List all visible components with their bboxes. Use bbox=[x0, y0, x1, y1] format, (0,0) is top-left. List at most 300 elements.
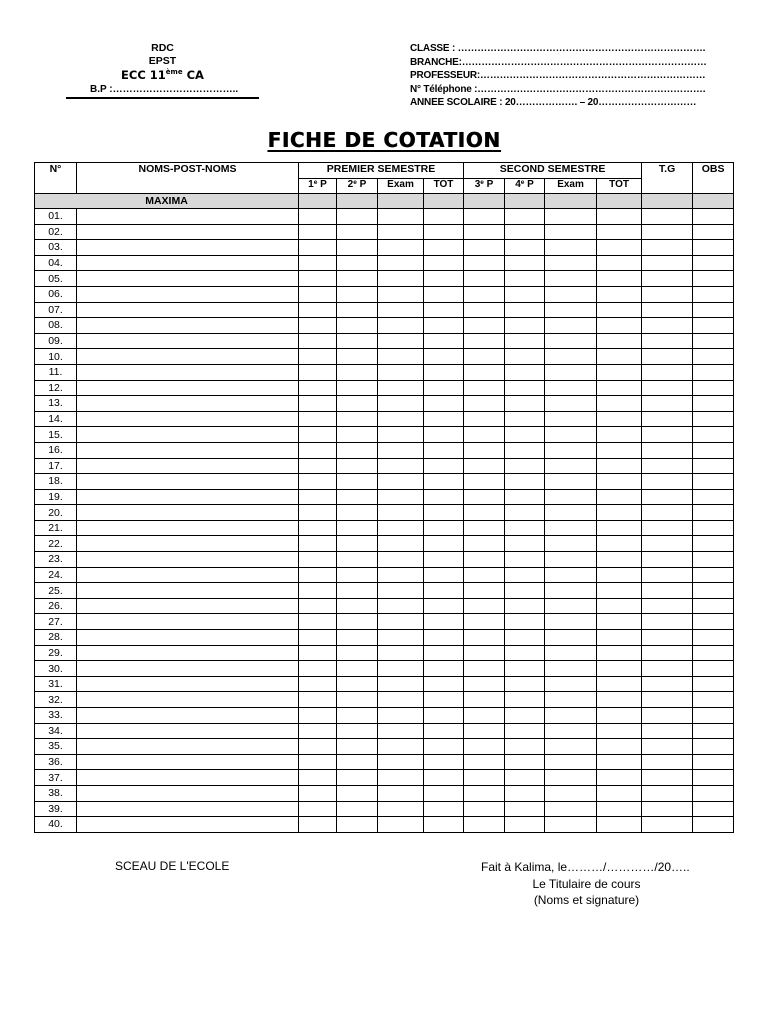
grade-cell[interactable] bbox=[299, 754, 337, 770]
grade-cell[interactable] bbox=[337, 770, 378, 786]
grade-cell[interactable] bbox=[642, 427, 693, 443]
grade-cell[interactable] bbox=[505, 817, 545, 833]
grade-cell[interactable] bbox=[545, 536, 597, 552]
grade-cell[interactable] bbox=[464, 785, 505, 801]
grade-cell[interactable] bbox=[424, 442, 464, 458]
maxima-cell[interactable] bbox=[642, 194, 693, 209]
grade-cell[interactable] bbox=[378, 708, 424, 724]
grade-cell[interactable] bbox=[299, 474, 337, 490]
grade-cell[interactable] bbox=[337, 801, 378, 817]
grade-cell[interactable] bbox=[545, 271, 597, 287]
grade-cell[interactable] bbox=[464, 505, 505, 521]
grade-cell[interactable] bbox=[424, 427, 464, 443]
grade-cell[interactable] bbox=[378, 286, 424, 302]
grade-cell[interactable] bbox=[299, 739, 337, 755]
grade-cell[interactable] bbox=[597, 427, 642, 443]
grade-cell[interactable] bbox=[299, 224, 337, 240]
grade-cell[interactable] bbox=[464, 598, 505, 614]
grade-cell[interactable] bbox=[642, 271, 693, 287]
grade-cell[interactable] bbox=[378, 583, 424, 599]
grade-cell[interactable] bbox=[642, 489, 693, 505]
grade-cell[interactable] bbox=[337, 302, 378, 318]
grade-cell[interactable] bbox=[424, 630, 464, 646]
grade-cell[interactable] bbox=[299, 567, 337, 583]
student-name-cell[interactable] bbox=[77, 380, 299, 396]
grade-cell[interactable] bbox=[424, 364, 464, 380]
grade-cell[interactable] bbox=[642, 583, 693, 599]
grade-cell[interactable] bbox=[545, 692, 597, 708]
grade-cell[interactable] bbox=[424, 209, 464, 225]
grade-cell[interactable] bbox=[505, 411, 545, 427]
student-name-cell[interactable] bbox=[77, 302, 299, 318]
grade-cell[interactable] bbox=[597, 380, 642, 396]
grade-cell[interactable] bbox=[597, 614, 642, 630]
grade-cell[interactable] bbox=[424, 583, 464, 599]
grade-cell[interactable] bbox=[299, 661, 337, 677]
grade-cell[interactable] bbox=[337, 333, 378, 349]
grade-cell[interactable] bbox=[597, 598, 642, 614]
grade-cell[interactable] bbox=[337, 255, 378, 271]
grade-cell[interactable] bbox=[545, 474, 597, 490]
grade-cell[interactable] bbox=[424, 255, 464, 271]
grade-cell[interactable] bbox=[464, 474, 505, 490]
grade-cell[interactable] bbox=[378, 458, 424, 474]
grade-cell[interactable] bbox=[642, 209, 693, 225]
grade-cell[interactable] bbox=[337, 583, 378, 599]
grade-cell[interactable] bbox=[378, 661, 424, 677]
student-name-cell[interactable] bbox=[77, 489, 299, 505]
grade-cell[interactable] bbox=[299, 723, 337, 739]
grade-cell[interactable] bbox=[464, 630, 505, 646]
grade-cell[interactable] bbox=[337, 411, 378, 427]
grade-cell[interactable] bbox=[505, 692, 545, 708]
grade-cell[interactable] bbox=[597, 505, 642, 521]
grade-cell[interactable] bbox=[545, 286, 597, 302]
grade-cell[interactable] bbox=[505, 661, 545, 677]
student-name-cell[interactable] bbox=[77, 286, 299, 302]
grade-cell[interactable] bbox=[505, 552, 545, 568]
grade-cell[interactable] bbox=[505, 489, 545, 505]
grade-cell[interactable] bbox=[597, 552, 642, 568]
grade-cell[interactable] bbox=[545, 645, 597, 661]
grade-cell[interactable] bbox=[642, 505, 693, 521]
grade-cell[interactable] bbox=[378, 396, 424, 412]
grade-cell[interactable] bbox=[505, 427, 545, 443]
grade-cell[interactable] bbox=[693, 739, 734, 755]
grade-cell[interactable] bbox=[505, 567, 545, 583]
student-name-cell[interactable] bbox=[77, 645, 299, 661]
grade-cell[interactable] bbox=[597, 302, 642, 318]
grade-cell[interactable] bbox=[693, 209, 734, 225]
grade-cell[interactable] bbox=[545, 723, 597, 739]
grade-cell[interactable] bbox=[378, 630, 424, 646]
grade-cell[interactable] bbox=[642, 754, 693, 770]
grade-cell[interactable] bbox=[424, 770, 464, 786]
grade-cell[interactable] bbox=[299, 380, 337, 396]
grade-cell[interactable] bbox=[378, 552, 424, 568]
grade-cell[interactable] bbox=[545, 567, 597, 583]
grade-cell[interactable] bbox=[642, 458, 693, 474]
grade-cell[interactable] bbox=[505, 302, 545, 318]
grade-cell[interactable] bbox=[505, 255, 545, 271]
grade-cell[interactable] bbox=[299, 427, 337, 443]
student-name-cell[interactable] bbox=[77, 271, 299, 287]
student-name-cell[interactable] bbox=[77, 614, 299, 630]
grade-cell[interactable] bbox=[378, 739, 424, 755]
grade-cell[interactable] bbox=[378, 754, 424, 770]
student-name-cell[interactable] bbox=[77, 364, 299, 380]
grade-cell[interactable] bbox=[378, 598, 424, 614]
grade-cell[interactable] bbox=[299, 333, 337, 349]
grade-cell[interactable] bbox=[545, 302, 597, 318]
grade-cell[interactable] bbox=[424, 411, 464, 427]
grade-cell[interactable] bbox=[693, 770, 734, 786]
grade-cell[interactable] bbox=[464, 692, 505, 708]
grade-cell[interactable] bbox=[378, 442, 424, 458]
grade-cell[interactable] bbox=[642, 692, 693, 708]
grade-cell[interactable] bbox=[424, 692, 464, 708]
grade-cell[interactable] bbox=[424, 489, 464, 505]
grade-cell[interactable] bbox=[693, 567, 734, 583]
grade-cell[interactable] bbox=[337, 785, 378, 801]
grade-cell[interactable] bbox=[642, 411, 693, 427]
grade-cell[interactable] bbox=[505, 209, 545, 225]
grade-cell[interactable] bbox=[424, 271, 464, 287]
grade-cell[interactable] bbox=[378, 801, 424, 817]
grade-cell[interactable] bbox=[545, 801, 597, 817]
grade-cell[interactable] bbox=[597, 801, 642, 817]
grade-cell[interactable] bbox=[597, 692, 642, 708]
student-name-cell[interactable] bbox=[77, 411, 299, 427]
grade-cell[interactable] bbox=[424, 505, 464, 521]
grade-cell[interactable] bbox=[299, 536, 337, 552]
grade-cell[interactable] bbox=[693, 801, 734, 817]
grade-cell[interactable] bbox=[424, 567, 464, 583]
grade-cell[interactable] bbox=[597, 723, 642, 739]
grade-cell[interactable] bbox=[597, 286, 642, 302]
grade-cell[interactable] bbox=[464, 489, 505, 505]
student-name-cell[interactable] bbox=[77, 801, 299, 817]
grade-cell[interactable] bbox=[693, 380, 734, 396]
grade-cell[interactable] bbox=[337, 318, 378, 334]
grade-cell[interactable] bbox=[642, 801, 693, 817]
grade-cell[interactable] bbox=[693, 630, 734, 646]
grade-cell[interactable] bbox=[464, 770, 505, 786]
grade-cell[interactable] bbox=[464, 661, 505, 677]
grade-cell[interactable] bbox=[642, 770, 693, 786]
grade-cell[interactable] bbox=[464, 255, 505, 271]
grade-cell[interactable] bbox=[464, 380, 505, 396]
grade-cell[interactable] bbox=[642, 380, 693, 396]
grade-cell[interactable] bbox=[378, 364, 424, 380]
grade-cell[interactable] bbox=[545, 333, 597, 349]
grade-cell[interactable] bbox=[545, 380, 597, 396]
grade-cell[interactable] bbox=[378, 536, 424, 552]
grade-cell[interactable] bbox=[299, 318, 337, 334]
grade-cell[interactable] bbox=[299, 411, 337, 427]
maxima-cell[interactable] bbox=[693, 194, 734, 209]
grade-cell[interactable] bbox=[424, 708, 464, 724]
grade-cell[interactable] bbox=[464, 209, 505, 225]
grade-cell[interactable] bbox=[642, 240, 693, 256]
grade-cell[interactable] bbox=[337, 520, 378, 536]
student-name-cell[interactable] bbox=[77, 567, 299, 583]
grade-cell[interactable] bbox=[464, 286, 505, 302]
grade-cell[interactable] bbox=[693, 364, 734, 380]
grade-cell[interactable] bbox=[299, 817, 337, 833]
grade-cell[interactable] bbox=[693, 396, 734, 412]
grade-cell[interactable] bbox=[378, 333, 424, 349]
grade-cell[interactable] bbox=[299, 442, 337, 458]
grade-cell[interactable] bbox=[545, 442, 597, 458]
grade-cell[interactable] bbox=[299, 458, 337, 474]
grade-cell[interactable] bbox=[693, 754, 734, 770]
grade-cell[interactable] bbox=[545, 770, 597, 786]
grade-cell[interactable] bbox=[597, 271, 642, 287]
student-name-cell[interactable] bbox=[77, 255, 299, 271]
grade-cell[interactable] bbox=[424, 801, 464, 817]
student-name-cell[interactable] bbox=[77, 318, 299, 334]
grade-cell[interactable] bbox=[299, 770, 337, 786]
grade-cell[interactable] bbox=[597, 489, 642, 505]
grade-cell[interactable] bbox=[337, 505, 378, 521]
grade-cell[interactable] bbox=[378, 692, 424, 708]
grade-cell[interactable] bbox=[378, 255, 424, 271]
grade-cell[interactable] bbox=[424, 614, 464, 630]
grade-cell[interactable] bbox=[545, 708, 597, 724]
grade-cell[interactable] bbox=[337, 474, 378, 490]
grade-cell[interactable] bbox=[337, 645, 378, 661]
grade-cell[interactable] bbox=[545, 411, 597, 427]
grade-cell[interactable] bbox=[545, 583, 597, 599]
grade-cell[interactable] bbox=[378, 411, 424, 427]
student-name-cell[interactable] bbox=[77, 708, 299, 724]
grade-cell[interactable] bbox=[597, 411, 642, 427]
grade-cell[interactable] bbox=[693, 723, 734, 739]
student-name-cell[interactable] bbox=[77, 739, 299, 755]
grade-cell[interactable] bbox=[597, 318, 642, 334]
grade-cell[interactable] bbox=[545, 552, 597, 568]
grade-cell[interactable] bbox=[378, 318, 424, 334]
grade-cell[interactable] bbox=[597, 224, 642, 240]
grade-cell[interactable] bbox=[545, 396, 597, 412]
grade-cell[interactable] bbox=[378, 723, 424, 739]
grade-cell[interactable] bbox=[337, 364, 378, 380]
grade-cell[interactable] bbox=[505, 286, 545, 302]
grade-cell[interactable] bbox=[424, 817, 464, 833]
student-name-cell[interactable] bbox=[77, 598, 299, 614]
grade-cell[interactable] bbox=[299, 801, 337, 817]
student-name-cell[interactable] bbox=[77, 661, 299, 677]
grade-cell[interactable] bbox=[693, 333, 734, 349]
grade-cell[interactable] bbox=[299, 286, 337, 302]
student-name-cell[interactable] bbox=[77, 224, 299, 240]
grade-cell[interactable] bbox=[597, 817, 642, 833]
maxima-cell[interactable] bbox=[424, 194, 464, 209]
grade-cell[interactable] bbox=[299, 785, 337, 801]
grade-cell[interactable] bbox=[505, 770, 545, 786]
grade-cell[interactable] bbox=[505, 240, 545, 256]
grade-cell[interactable] bbox=[642, 333, 693, 349]
grade-cell[interactable] bbox=[505, 364, 545, 380]
grade-cell[interactable] bbox=[424, 676, 464, 692]
student-name-cell[interactable] bbox=[77, 723, 299, 739]
grade-cell[interactable] bbox=[337, 240, 378, 256]
grade-cell[interactable] bbox=[545, 209, 597, 225]
grade-cell[interactable] bbox=[642, 552, 693, 568]
grade-cell[interactable] bbox=[505, 583, 545, 599]
grade-cell[interactable] bbox=[337, 349, 378, 365]
grade-cell[interactable] bbox=[693, 286, 734, 302]
grade-cell[interactable] bbox=[693, 598, 734, 614]
student-name-cell[interactable] bbox=[77, 817, 299, 833]
grade-cell[interactable] bbox=[464, 442, 505, 458]
grade-cell[interactable] bbox=[464, 536, 505, 552]
grade-cell[interactable] bbox=[424, 396, 464, 412]
maxima-cell[interactable] bbox=[545, 194, 597, 209]
grade-cell[interactable] bbox=[597, 209, 642, 225]
grade-cell[interactable] bbox=[424, 318, 464, 334]
grade-cell[interactable] bbox=[337, 817, 378, 833]
grade-cell[interactable] bbox=[464, 396, 505, 412]
grade-cell[interactable] bbox=[378, 676, 424, 692]
grade-cell[interactable] bbox=[505, 474, 545, 490]
grade-cell[interactable] bbox=[424, 552, 464, 568]
grade-cell[interactable] bbox=[693, 661, 734, 677]
grade-cell[interactable] bbox=[693, 785, 734, 801]
grade-cell[interactable] bbox=[597, 520, 642, 536]
student-name-cell[interactable] bbox=[77, 458, 299, 474]
grade-cell[interactable] bbox=[464, 567, 505, 583]
student-name-cell[interactable] bbox=[77, 349, 299, 365]
grade-cell[interactable] bbox=[505, 708, 545, 724]
grade-cell[interactable] bbox=[424, 474, 464, 490]
grade-cell[interactable] bbox=[642, 676, 693, 692]
grade-cell[interactable] bbox=[378, 427, 424, 443]
grade-cell[interactable] bbox=[545, 598, 597, 614]
grade-cell[interactable] bbox=[505, 224, 545, 240]
grade-cell[interactable] bbox=[693, 583, 734, 599]
grade-cell[interactable] bbox=[693, 411, 734, 427]
grade-cell[interactable] bbox=[337, 567, 378, 583]
grade-cell[interactable] bbox=[545, 661, 597, 677]
grade-cell[interactable] bbox=[424, 785, 464, 801]
grade-cell[interactable] bbox=[642, 364, 693, 380]
grade-cell[interactable] bbox=[505, 396, 545, 412]
grade-cell[interactable] bbox=[505, 442, 545, 458]
grade-cell[interactable] bbox=[545, 520, 597, 536]
grade-cell[interactable] bbox=[464, 302, 505, 318]
grade-cell[interactable] bbox=[424, 739, 464, 755]
grade-cell[interactable] bbox=[597, 708, 642, 724]
grade-cell[interactable] bbox=[299, 645, 337, 661]
grade-cell[interactable] bbox=[464, 676, 505, 692]
grade-cell[interactable] bbox=[337, 286, 378, 302]
grade-cell[interactable] bbox=[642, 817, 693, 833]
grade-cell[interactable] bbox=[505, 598, 545, 614]
grade-cell[interactable] bbox=[464, 754, 505, 770]
grade-cell[interactable] bbox=[642, 224, 693, 240]
student-name-cell[interactable] bbox=[77, 474, 299, 490]
grade-cell[interactable] bbox=[299, 489, 337, 505]
grade-cell[interactable] bbox=[464, 739, 505, 755]
grade-cell[interactable] bbox=[693, 474, 734, 490]
grade-cell[interactable] bbox=[693, 224, 734, 240]
grade-cell[interactable] bbox=[693, 708, 734, 724]
grade-cell[interactable] bbox=[464, 520, 505, 536]
student-name-cell[interactable] bbox=[77, 692, 299, 708]
grade-cell[interactable] bbox=[545, 255, 597, 271]
grade-cell[interactable] bbox=[693, 489, 734, 505]
grade-cell[interactable] bbox=[597, 364, 642, 380]
grade-cell[interactable] bbox=[424, 458, 464, 474]
grade-cell[interactable] bbox=[464, 333, 505, 349]
grade-cell[interactable] bbox=[505, 801, 545, 817]
grade-cell[interactable] bbox=[505, 380, 545, 396]
grade-cell[interactable] bbox=[642, 349, 693, 365]
grade-cell[interactable] bbox=[424, 224, 464, 240]
grade-cell[interactable] bbox=[378, 209, 424, 225]
grade-cell[interactable] bbox=[693, 520, 734, 536]
grade-cell[interactable] bbox=[337, 614, 378, 630]
grade-cell[interactable] bbox=[464, 817, 505, 833]
grade-cell[interactable] bbox=[299, 614, 337, 630]
grade-cell[interactable] bbox=[642, 536, 693, 552]
grade-cell[interactable] bbox=[597, 255, 642, 271]
grade-cell[interactable] bbox=[464, 349, 505, 365]
grade-cell[interactable] bbox=[545, 505, 597, 521]
grade-cell[interactable] bbox=[299, 240, 337, 256]
student-name-cell[interactable] bbox=[77, 536, 299, 552]
student-name-cell[interactable] bbox=[77, 442, 299, 458]
grade-cell[interactable] bbox=[299, 396, 337, 412]
grade-cell[interactable] bbox=[505, 505, 545, 521]
grade-cell[interactable] bbox=[545, 630, 597, 646]
grade-cell[interactable] bbox=[597, 630, 642, 646]
grade-cell[interactable] bbox=[337, 552, 378, 568]
grade-cell[interactable] bbox=[337, 739, 378, 755]
grade-cell[interactable] bbox=[642, 442, 693, 458]
grade-cell[interactable] bbox=[299, 708, 337, 724]
grade-cell[interactable] bbox=[424, 661, 464, 677]
grade-cell[interactable] bbox=[299, 364, 337, 380]
grade-cell[interactable] bbox=[597, 661, 642, 677]
student-name-cell[interactable] bbox=[77, 333, 299, 349]
grade-cell[interactable] bbox=[693, 505, 734, 521]
grade-cell[interactable] bbox=[545, 318, 597, 334]
grade-cell[interactable] bbox=[299, 255, 337, 271]
grade-cell[interactable] bbox=[424, 536, 464, 552]
grade-cell[interactable] bbox=[545, 754, 597, 770]
grade-cell[interactable] bbox=[464, 458, 505, 474]
grade-cell[interactable] bbox=[299, 302, 337, 318]
grade-cell[interactable] bbox=[464, 708, 505, 724]
grade-cell[interactable] bbox=[642, 286, 693, 302]
grade-cell[interactable] bbox=[693, 817, 734, 833]
grade-cell[interactable] bbox=[378, 489, 424, 505]
grade-cell[interactable] bbox=[464, 552, 505, 568]
grade-cell[interactable] bbox=[693, 645, 734, 661]
grade-cell[interactable] bbox=[642, 318, 693, 334]
grade-cell[interactable] bbox=[424, 645, 464, 661]
grade-cell[interactable] bbox=[299, 692, 337, 708]
grade-cell[interactable] bbox=[545, 785, 597, 801]
grade-cell[interactable] bbox=[505, 739, 545, 755]
grade-cell[interactable] bbox=[545, 427, 597, 443]
grade-cell[interactable] bbox=[464, 224, 505, 240]
grade-cell[interactable] bbox=[378, 614, 424, 630]
grade-cell[interactable] bbox=[337, 380, 378, 396]
